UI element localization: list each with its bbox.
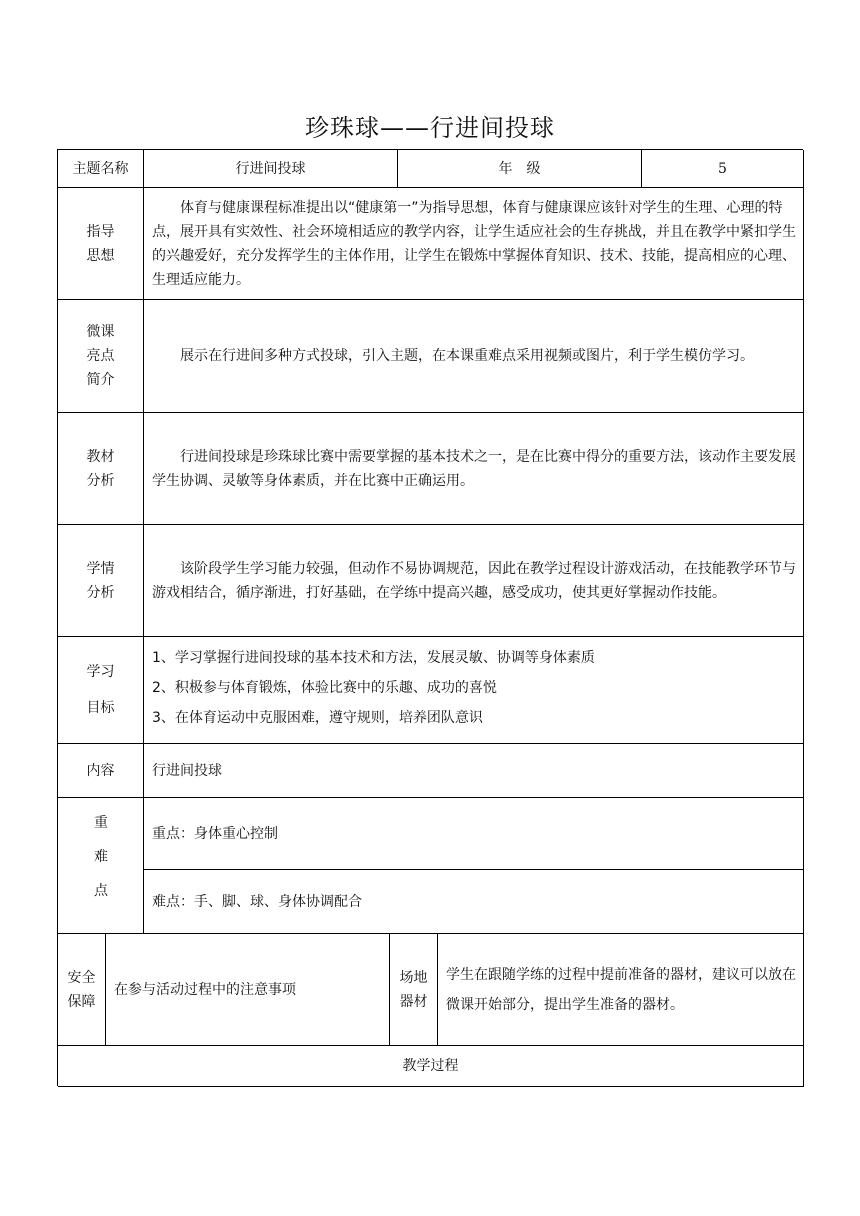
- goals-text-cell: [144, 637, 804, 744]
- guide-label-line-2: 思想: [86, 247, 115, 264]
- grade-value: 5: [718, 160, 727, 177]
- venue-text-cell: [438, 934, 804, 1046]
- guide-label-line-1: 指导: [86, 223, 115, 240]
- highlight-label-line-3: 简介: [86, 372, 115, 388]
- student-label-cell: [58, 525, 144, 637]
- key-point-cell: [144, 798, 804, 870]
- highlight-label-cell: [58, 300, 144, 413]
- safety-text-cell: [106, 934, 390, 1046]
- keypoints-label-line-3: 点: [94, 883, 108, 899]
- difficult-point: 难点：手、脚、球、身体协调配合: [152, 893, 362, 910]
- keypoints-label-stack: [58, 806, 144, 908]
- key-point: 重点：身体重心控制: [152, 825, 278, 842]
- goals-label-cell: [58, 637, 144, 744]
- keypoints-label-line-1: 重: [94, 815, 108, 831]
- goals-label-line-1: 学习: [86, 664, 115, 680]
- guide-text: 体育与健康课程标准提出以“健康第一”为指导思想，体育与健康课应该针对学生的生理、心理的特点，展开具有实效性、社会环境相适应的教学内容，让学生适应社会的生存挑战，并且在教学中紧扣学生的兴趣爱好，充分发挥学生的主体作用，让学生在锻炼中掌握体育知识、技术、技能，提高相应的心理、生理适应能力。: [152, 199, 796, 288]
- student-label-line-2: 分析: [86, 584, 115, 601]
- safety-label-line-2: 保障: [67, 993, 96, 1010]
- content-value-cell: [144, 744, 804, 798]
- process-cell: [58, 1046, 804, 1087]
- venue-label-cell: [390, 934, 438, 1046]
- keypoints-label-line-2: 难: [94, 849, 108, 865]
- content-value: 行进间投球: [152, 762, 222, 779]
- guide-text-cell: [144, 188, 804, 300]
- content-label-cell: [58, 744, 144, 798]
- highlight-label-line-1: 微课: [86, 324, 115, 340]
- lesson-table: [57, 149, 803, 1086]
- material-text-cell: [144, 413, 804, 525]
- venue-label-line-2: 器材: [399, 993, 428, 1010]
- material-text: 行进间投球是珍珠球比赛中需要掌握的基本技术之一，是在比赛中得分的重要方法，该动作主要发展学生协调、灵敏等身体素质，并在比赛中正确运用。: [152, 448, 796, 489]
- grade-value-cell: [642, 150, 804, 188]
- topic-value-cell: [144, 150, 398, 188]
- material-label-cell: [58, 413, 144, 525]
- goal-item-2: 2、积极参与体育锻炼，体验比赛中的乐趣、成功的喜悦: [152, 680, 497, 696]
- guide-label-cell: [58, 188, 144, 300]
- safety-label-line-1: 安全: [67, 969, 96, 986]
- grade-label-cell: [398, 150, 642, 188]
- difficult-point-cell: [144, 870, 804, 934]
- page-title: 珍珠球——行进间投球: [305, 114, 555, 142]
- goal-item-1: 1、学习掌握行进间投球的基本技术和方法，发展灵敏、协调等身体素质: [152, 650, 595, 666]
- student-text: 该阶段学生学习能力较强，但动作不易协调规范，因此在教学过程设计游戏活动，在技能教学环节与游戏相结合，循序渐进，打好基础，在学练中提高兴趣，感受成功，使其更好掌握动作技能。: [152, 560, 796, 601]
- goals-label-line-2: 目标: [86, 700, 115, 716]
- keypoints-label-cell: [58, 798, 144, 934]
- grade-label: 年 级: [498, 160, 541, 177]
- material-label-line-2: 分析: [86, 472, 115, 489]
- highlight-label-line-2: 亮点: [86, 348, 115, 364]
- highlight-text-cell: [144, 300, 804, 413]
- venue-text: 学生在跟随学练的过程中提前准备的器材，建议可以放在微课开始部分，提出学生准备的器材。: [446, 966, 796, 1013]
- process-label: 教学过程: [402, 1058, 459, 1074]
- goal-item-3: 3、在体育运动中克服困难，遵守规则，培养团队意识: [152, 710, 483, 726]
- student-text-cell: [144, 525, 804, 637]
- highlight-text: 展示在行进间多种方式投球，引入主题，在本课重难点采用视频或图片，利于学生模仿学习。: [180, 348, 754, 364]
- safety-text: 在参与活动过程中的注意事项: [114, 981, 296, 998]
- venue-label-line-1: 场地: [399, 969, 428, 986]
- content-label: 内容: [86, 762, 115, 779]
- topic-label: 主题名称: [72, 160, 129, 177]
- student-label-line-1: 学情: [86, 560, 115, 577]
- safety-label-cell: [58, 934, 106, 1046]
- topic-label-cell: [58, 150, 144, 188]
- topic-value: 行进间投球: [235, 160, 306, 177]
- material-label-line-1: 教材: [86, 448, 115, 465]
